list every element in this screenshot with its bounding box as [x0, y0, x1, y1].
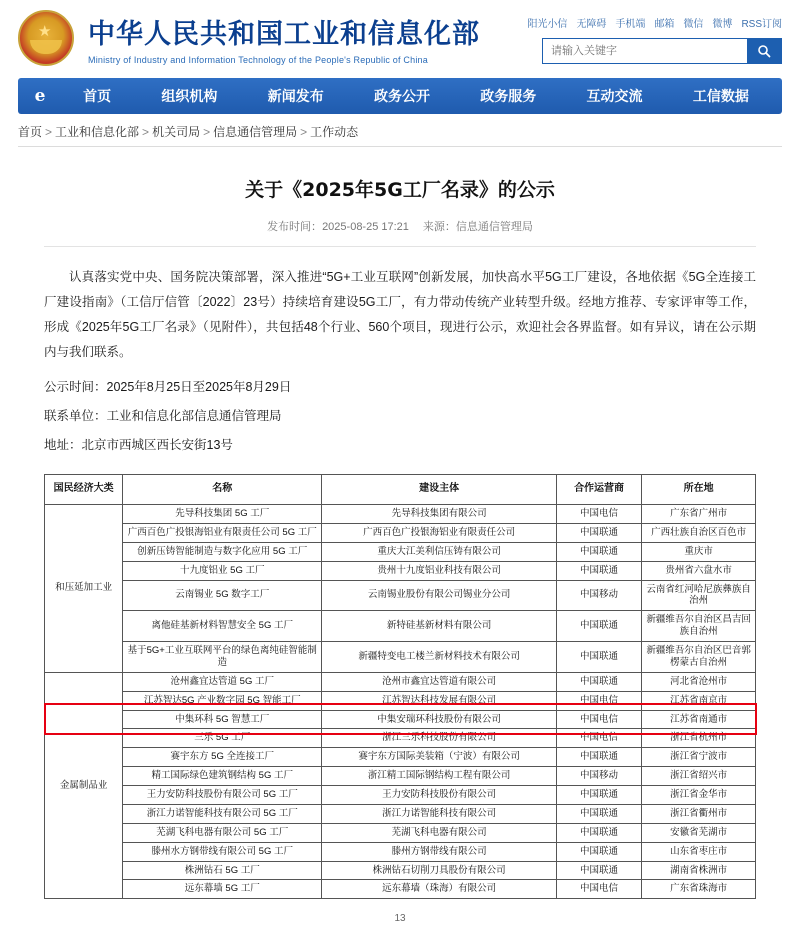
page-number: 13: [394, 913, 406, 925]
nav-item-home[interactable]: 首页: [83, 88, 112, 104]
table-row: [45, 804, 756, 823]
cell-location: 广西壮族自治区百色市: [642, 523, 756, 542]
nav-item-organization[interactable]: 组织机构: [161, 88, 218, 104]
cell-entity: 江苏智达科技发展有限公司: [322, 691, 557, 710]
cell-location: 广东省广州市: [642, 505, 756, 524]
cell-name: 精工国际绿色建筑钢结构 5G 工厂: [123, 767, 322, 786]
table-header-row: [45, 475, 756, 505]
table-row: [45, 672, 756, 691]
cell-location: 浙江省杭州市: [642, 729, 756, 748]
cell-operator: 中国移动: [556, 767, 641, 786]
cell-operator: 中国电信: [556, 880, 641, 899]
cell-name: 先导科技集团 5G 工厂: [123, 505, 322, 524]
nav-item-gov-open[interactable]: 政务公开: [373, 88, 430, 104]
cell-entity: 新特硅基新材料有限公司: [322, 611, 557, 642]
cell-entity: 先导科技集团有限公司: [322, 505, 557, 524]
nav-item-interaction[interactable]: 互动交流: [586, 88, 643, 104]
breadcrumb-item-4[interactable]: 工作动态: [310, 125, 359, 139]
cell-entity: 浙江精工国际钢结构工程有限公司: [322, 767, 557, 786]
cell-name: 广西百色广投银海铝业有限责任公司 5G 工厂: [123, 523, 322, 542]
table-row: [45, 523, 756, 542]
cell-name: 江苏智达5G 产业数字园 5G 智能工厂: [123, 691, 322, 710]
top-link-0[interactable]: 阳光小信: [527, 18, 568, 30]
cell-entity: 株洲钻石切削刀具股份有限公司: [322, 861, 557, 880]
top-link-5[interactable]: 微博: [712, 18, 733, 30]
cell-operator: 中国电信: [556, 710, 641, 729]
breadcrumb-item-0[interactable]: 首页: [18, 125, 43, 139]
cell-entity: 滕州方钢带线有限公司: [322, 842, 557, 861]
table-row: [45, 786, 756, 805]
cell-entity: 浙江力诺智能科技有限公司: [322, 804, 557, 823]
th-location: 所在地: [642, 475, 756, 505]
cell-operator: 中国联通: [556, 823, 641, 842]
cell-operator: 中国联通: [556, 561, 641, 580]
cell-location: 浙江省衢州市: [642, 804, 756, 823]
top-link-3[interactable]: 邮箱: [654, 18, 675, 30]
cell-name: 十九度铝业 5G 工厂: [123, 561, 322, 580]
cell-operator: 中国电信: [556, 691, 641, 710]
nav-item-gov-services[interactable]: 政务服务: [480, 88, 537, 104]
cell-category: 金属制品业: [45, 672, 123, 899]
th-name: 名称: [123, 475, 322, 505]
breadcrumb-item-1[interactable]: 工业和信息化部: [55, 125, 140, 139]
cell-location: 重庆市: [642, 542, 756, 561]
table-row: [45, 691, 756, 710]
cell-name: 离他硅基新材料智慧安全 5G 工厂: [123, 611, 322, 642]
cell-category: 和压延加工业: [45, 505, 123, 673]
top-link-6[interactable]: RSS订阅: [741, 18, 782, 30]
cell-operator: 中国电信: [556, 505, 641, 524]
table-row: [45, 842, 756, 861]
cell-entity: 芜湖飞科电器有限公司: [322, 823, 557, 842]
cell-name: 中集环科 5G 智慧工厂: [123, 710, 322, 729]
cell-location: 贵州省六盘水市: [642, 561, 756, 580]
header-utilities: [527, 13, 782, 64]
source-value: 信息通信管理局: [455, 221, 533, 233]
cell-name: 赛宇东方 5G 全连接工厂: [123, 748, 322, 767]
cell-name: 滕州水方钢带线有限公司 5G 工厂: [123, 842, 322, 861]
search-button[interactable]: [747, 39, 781, 63]
cell-name: 云南锡业 5G 数字工厂: [123, 580, 322, 611]
table-row: [45, 861, 756, 880]
breadcrumb-sep: >: [203, 125, 211, 139]
cell-location: 河北省沧州市: [642, 672, 756, 691]
address-line: 地址：北京市西城区西长安街13号: [44, 438, 233, 452]
cell-location: 新疆维吾尔自治区昌吉回族自治州: [642, 611, 756, 642]
th-entity: 建设主体: [322, 475, 557, 505]
site-title-en: Ministry of Industry and Information Technology of the People's Republic of China: [88, 54, 428, 65]
top-link-1[interactable]: 无障碍: [576, 18, 607, 30]
top-link-2[interactable]: 手机端: [615, 18, 646, 30]
cell-operator: 中国联通: [556, 542, 641, 561]
table-row: [45, 611, 756, 642]
cell-name: 王力安防科技股份有限公司 5G 工厂: [123, 786, 322, 805]
search-input[interactable]: [543, 39, 747, 63]
cell-entity: 中集安瑞环科技股份有限公司: [322, 710, 557, 729]
site-header: [0, 0, 800, 74]
cell-location: 山东省枣庄市: [642, 842, 756, 861]
document-body: [18, 147, 782, 934]
table-row: [45, 823, 756, 842]
site-title-cn: 中华人民共和国工业和信息化部: [88, 18, 480, 50]
cell-entity: 沧州市鑫宜达管道有限公司: [322, 672, 557, 691]
cell-name: 创新压铸智能制造与数字化应用 5G 工厂: [123, 542, 322, 561]
cell-entity: 云南锡业股份有限公司锡业分公司: [322, 580, 557, 611]
table-row: [45, 561, 756, 580]
notice-period-line: 公示时间：2025年8月25日至2025年8月29日: [44, 380, 292, 394]
table-row: [45, 748, 756, 767]
cell-entity: 新疆特变电工楼兰新材料技术有限公司: [322, 642, 557, 673]
top-links: [527, 15, 782, 30]
search-bar: [542, 38, 782, 64]
page-title: 关于《2025年5G工厂名录》的公示: [245, 179, 555, 201]
breadcrumb-sep: >: [45, 125, 53, 139]
cell-name: 浙江力诺智能科技有限公司 5G 工厂: [123, 804, 322, 823]
main-nav: [18, 78, 782, 114]
national-emblem-icon: ★: [18, 10, 74, 66]
cell-operator: 中国联通: [556, 611, 641, 642]
cell-operator: 中国联通: [556, 748, 641, 767]
table-row: [45, 505, 756, 524]
top-link-4[interactable]: 微信: [683, 18, 704, 30]
cell-operator: 中国联通: [556, 672, 641, 691]
cell-location: 浙江省金华市: [642, 786, 756, 805]
cell-entity: 赛宇东方国际美装箱（宁波）有限公司: [322, 748, 557, 767]
cell-operator: 中国联通: [556, 861, 641, 880]
search-icon: [757, 44, 771, 58]
cell-location: 云南省红河哈尼族彝族自治州: [642, 580, 756, 611]
e-logo-icon: e: [34, 86, 46, 106]
cell-entity: 浙江三乐科技股份有限公司: [322, 729, 557, 748]
cell-location: 江苏省南通市: [642, 710, 756, 729]
site-title-block: [88, 12, 518, 65]
cell-operator: 中国联通: [556, 804, 641, 823]
th-operator: 合作运营商: [556, 475, 641, 505]
table-row: [45, 880, 756, 899]
cell-name: 基于5G+工业互联网平台的绿色离纯硅智能制造: [123, 642, 322, 673]
cell-operator: 中国联通: [556, 523, 641, 542]
breadcrumb: [18, 123, 782, 146]
cell-entity: 王力安防科技股份有限公司: [322, 786, 557, 805]
nav-item-data[interactable]: 工信数据: [692, 88, 749, 104]
cell-operator: 中国联通: [556, 786, 641, 805]
breadcrumb-item-2[interactable]: 机关司局: [152, 125, 201, 139]
cell-operator: 中国移动: [556, 580, 641, 611]
cell-entity: 贵州十九度铝业科技有限公司: [322, 561, 557, 580]
source-label: 来源：: [422, 221, 456, 233]
cell-location: 湖南省株洲市: [642, 861, 756, 880]
cell-name: 芜湖飞科电器有限公司 5G 工厂: [123, 823, 322, 842]
cell-location: 新疆维吾尔自治区巴音郭楞蒙古自治州: [642, 642, 756, 673]
notice-paragraph: 认真落实党中央、国务院决策部署，深入推进“5G+工业互联网”创新发展，加快高水平5G工厂建设，各地依据《5G全连接工厂建设指南》（工信厅信管〔2022〕23号）持续培育建设5G工厂，有力带动传统产业转型升级。经地方推荐、专家评审等工作，形成《2025年5G工厂名录》（见附件），共包括48个行业、560个项目，现进行公示，欢迎社会各界监督。如有异议，请在公示期内与我们联系。: [44, 270, 756, 359]
cell-location: 安徽省芜湖市: [642, 823, 756, 842]
factory-table-wrap: [44, 474, 756, 899]
contact-unit-line: 联系单位：工业和信息化部信息通信管理局: [44, 409, 282, 423]
table-row: [45, 767, 756, 786]
cell-entity: 远东幕墙（珠海）有限公司: [322, 880, 557, 899]
document-meta: [44, 218, 756, 246]
meta-divider: [44, 246, 756, 247]
cell-entity: 重庆大江美利信压铸有限公司: [322, 542, 557, 561]
table-row: [45, 729, 756, 748]
table-body: [45, 505, 756, 899]
cell-name: 株洲钻石 5G 工厂: [123, 861, 322, 880]
cell-name: 远东幕墙 5G 工厂: [123, 880, 322, 899]
cell-location: 浙江省宁波市: [642, 748, 756, 767]
breadcrumb-item-3[interactable]: 信息通信管理局: [213, 125, 298, 139]
breadcrumb-sep: >: [142, 125, 150, 139]
th-category: 国民经济大类: [45, 475, 123, 505]
cell-location: 江苏省南京市: [642, 691, 756, 710]
cell-name: 三乐 5G 工厂: [123, 729, 322, 748]
cell-operator: 中国联通: [556, 842, 641, 861]
breadcrumb-sep: >: [300, 125, 308, 139]
table-row: [45, 642, 756, 673]
cell-entity: 广西百色广投银海铝业有限责任公司: [322, 523, 557, 542]
publish-time-value: 2025-08-25 17:21: [322, 221, 409, 233]
factory-table: [44, 474, 756, 899]
nav-item-news[interactable]: 新闻发布: [267, 88, 324, 104]
table-row: [45, 580, 756, 611]
cell-operator: 中国联通: [556, 642, 641, 673]
cell-location: 广东省珠海市: [642, 880, 756, 899]
cell-name: 沧州鑫宜达管道 5G 工厂: [123, 672, 322, 691]
table-row: [45, 710, 756, 729]
publish-time-label: 发布时间：: [267, 221, 323, 233]
cell-operator: 中国电信: [556, 729, 641, 748]
table-row: [45, 542, 756, 561]
cell-location: 浙江省绍兴市: [642, 767, 756, 786]
